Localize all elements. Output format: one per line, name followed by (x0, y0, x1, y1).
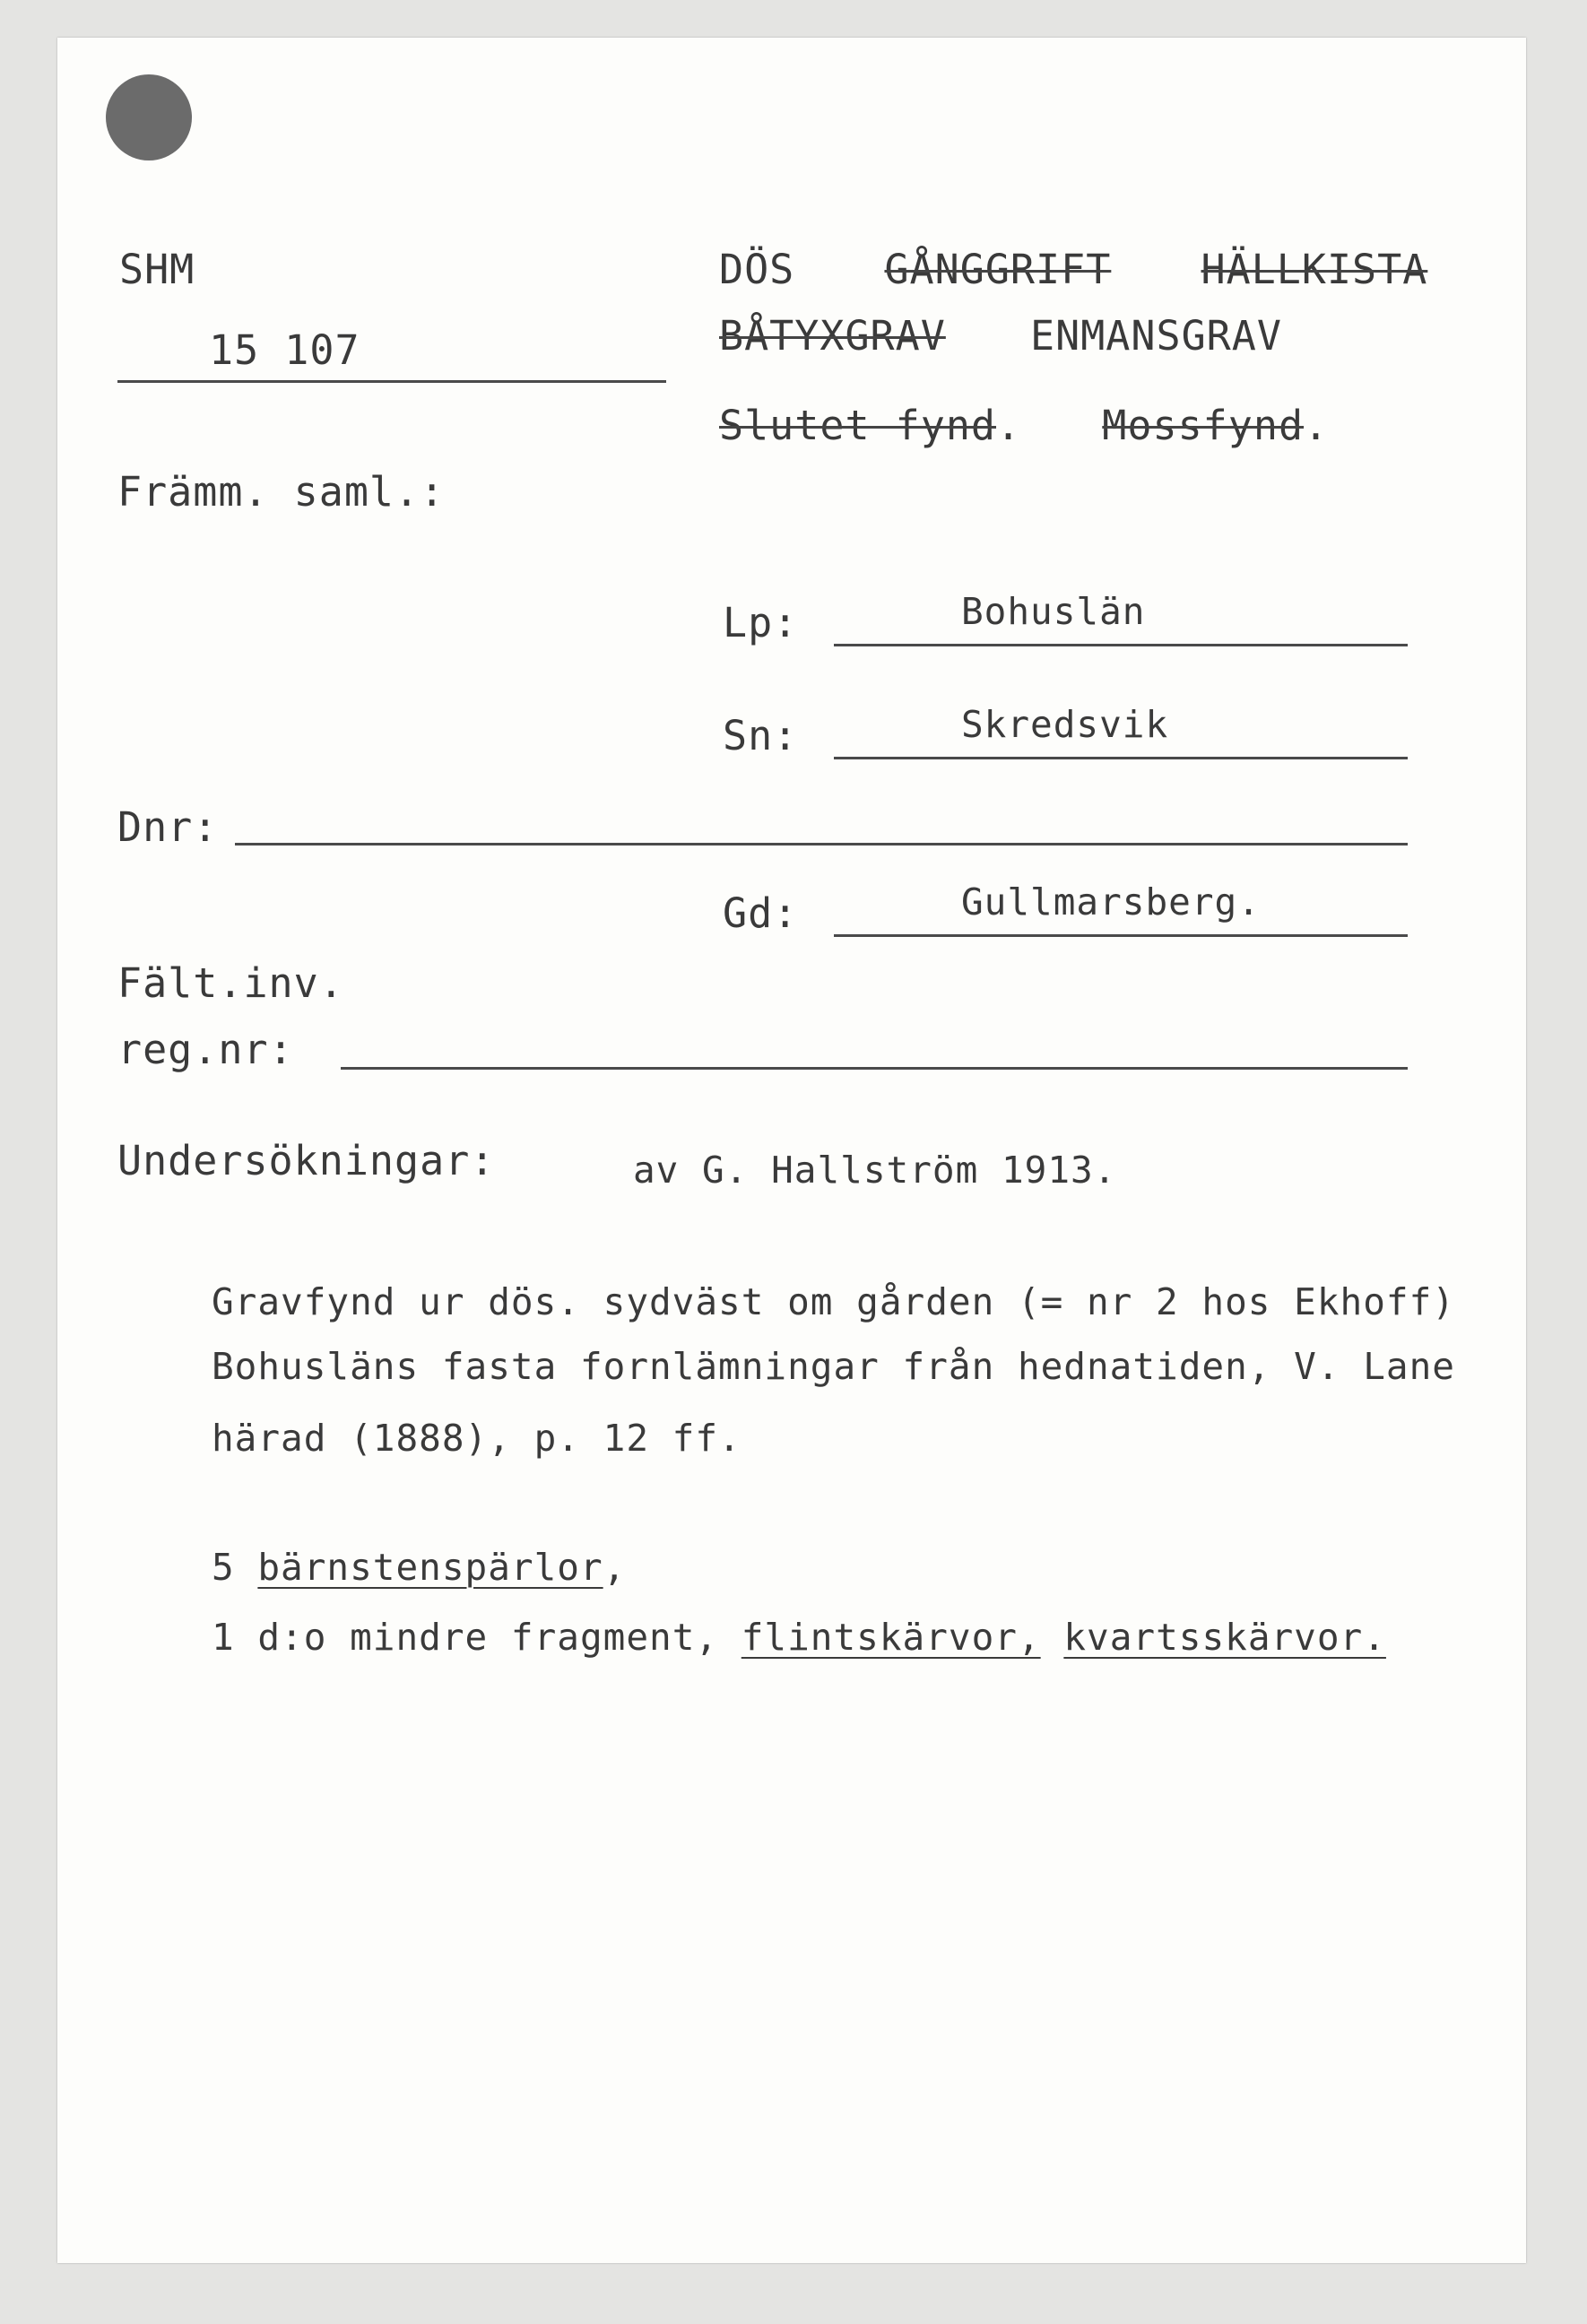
description-line-2: Bohusläns fasta fornlämningar från hednatiden, V. Lane (212, 1345, 1455, 1388)
find-item-2 (212, 1616, 1386, 1659)
find-item-1-qty: 5 (212, 1546, 235, 1589)
framm-saml-label: Främm. saml.: (117, 468, 446, 516)
find-item-2-flint: flintskärvor, (741, 1616, 1041, 1659)
find-type-row (719, 402, 1330, 449)
lp-line (834, 644, 1408, 646)
description-line-3: härad (1888), p. 12 ff. (212, 1417, 741, 1460)
lp-label: Lp: (723, 599, 799, 646)
grave-type-batyxgrav: BÅTYXGRAV (719, 312, 946, 360)
grave-type-enmansgrav: ENMANSGRAV (1030, 312, 1282, 360)
punch-hole (106, 74, 192, 160)
dnr-line (235, 843, 1408, 845)
find-item-2-qty: 1 (212, 1616, 235, 1659)
undersokningar-label: Undersökningar: (117, 1137, 496, 1184)
sn-value: Skredsvik (961, 703, 1169, 746)
find-item-1 (212, 1546, 627, 1589)
find-item-1-end: , (603, 1546, 627, 1589)
number-underline (117, 380, 666, 383)
find-item-2-text: d:o mindre fragment, (257, 1616, 719, 1659)
sn-label: Sn: (723, 712, 799, 759)
description-line-1: Gravfynd ur dös. sydväst om gården (= nr 2 hos Ekhoff) (212, 1280, 1455, 1323)
grave-type-dos: DÖS (719, 246, 795, 293)
reg-nr-label: reg.nr: (117, 1026, 294, 1073)
find-type-slutet: Slutet fynd (719, 402, 997, 449)
grave-type-ganggrift: GÅNGGRIFT (884, 246, 1112, 293)
inventory-number: 15 107 (209, 326, 360, 374)
dnr-label: Dnr: (117, 803, 219, 851)
gd-line (834, 934, 1408, 937)
find-item-2-kvarts: kvartsskärvor. (1063, 1616, 1386, 1659)
find-type-end: . (1304, 402, 1330, 449)
find-item-1-name: bärnstenspärlor (257, 1546, 603, 1589)
grave-type-hallkista: HÄLLKISTA (1201, 246, 1428, 293)
gd-value: Gullmarsberg. (961, 880, 1261, 924)
sn-line (834, 757, 1408, 759)
falt-inv-label: Fält.inv. (117, 959, 344, 1007)
undersokningar-value: av G. Hallström 1913. (633, 1149, 1117, 1192)
find-type-moss: Mossfynd (1102, 402, 1305, 449)
gd-label: Gd: (723, 889, 799, 937)
grave-type-row1 (719, 246, 1428, 293)
reg-nr-line (341, 1067, 1408, 1070)
find-type-separator: . (996, 402, 1022, 449)
grave-type-row2 (719, 312, 1282, 360)
collection-code: SHM (119, 246, 195, 293)
lp-value: Bohuslän (961, 590, 1146, 633)
